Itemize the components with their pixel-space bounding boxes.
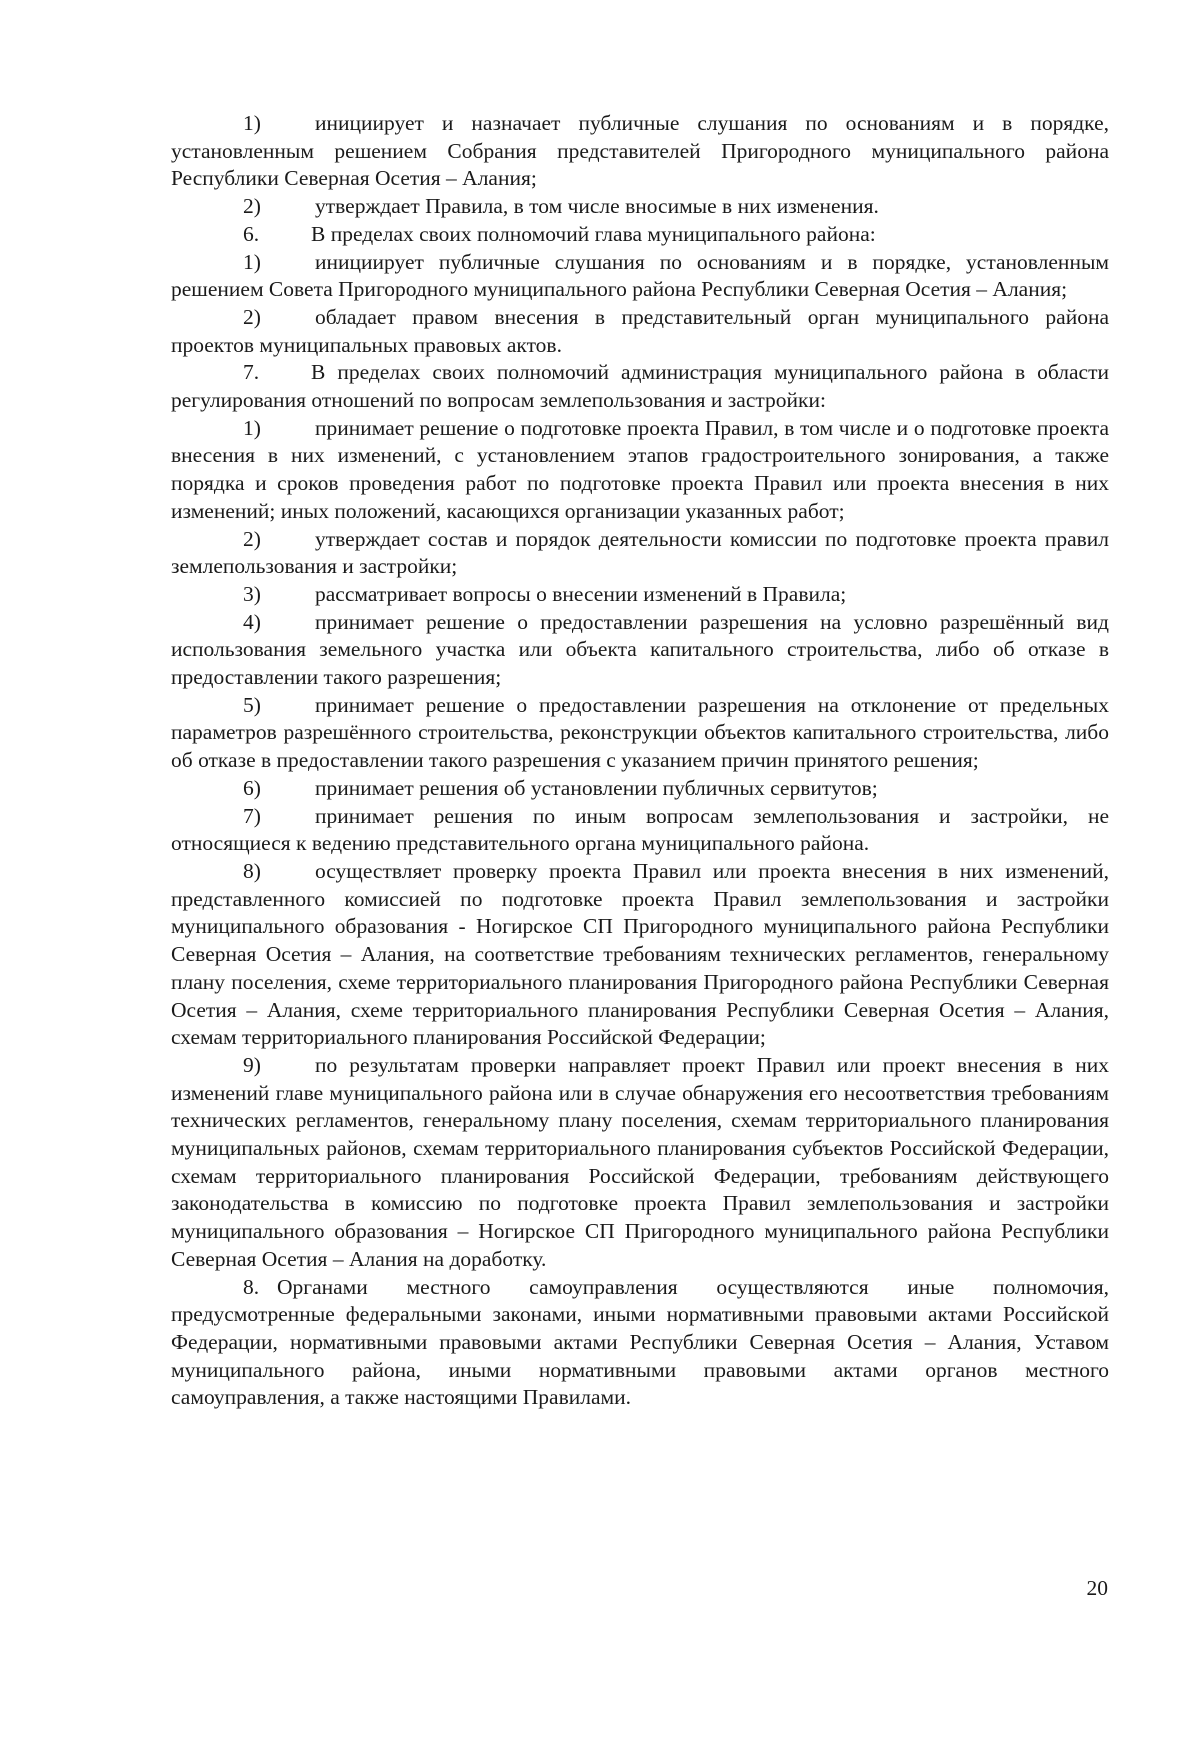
paragraph-2 xyxy=(171,193,1109,221)
paragraph-text: принимает решение о предоставлении разрешения на условно разрешённый вид использования земельного участка или объекта капитального строительства, либо об отказе в предоставлении такого разрешения; xyxy=(171,609,1109,690)
paragraph-7 xyxy=(171,415,1109,526)
paragraph-number: 5) xyxy=(243,692,261,717)
paragraph-number: 8. xyxy=(243,1274,260,1299)
paragraph-text: инициирует и назначает публичные слушания по основаниям и в порядке, установленным решением Собрания представителей Пригородного муниципального района Республики Северная Осетия – Алания; xyxy=(171,111,1109,191)
paragraph-number: 6) xyxy=(243,775,261,800)
paragraph-13 xyxy=(171,803,1109,858)
paragraph-text: В пределах своих полномочий администрация муниципального района в области регулирования отношений по вопросам землепользования и застройки: xyxy=(171,360,1109,413)
paragraph-text: обладает правом внесения в представительный орган муниципального района проектов муниципальных правовых актов. xyxy=(171,304,1109,357)
paragraph-number: 9) xyxy=(243,1052,261,1077)
paragraph-6 xyxy=(171,359,1109,414)
paragraph-number: 1) xyxy=(243,249,261,274)
paragraph-5 xyxy=(171,304,1109,359)
paragraph-number: 1) xyxy=(243,111,261,135)
paragraph-1 xyxy=(171,110,1109,193)
page-number: 20 xyxy=(1086,1576,1108,1600)
paragraph-text: инициирует публичные слушания по основаниям и в порядке, установленным решением Совета Пригородного муниципального района Республики Северная Осетия – Алания; xyxy=(171,249,1109,302)
paragraph-16 xyxy=(171,1274,1109,1413)
paragraph-text: осуществляет проверку проекта Правил или проекта внесения в них изменений, представленного комиссией по подготовке проекта Правил землепользования и застройки муниципального образования - Ногирское СП Пригородного муниципального района Республики Северная Осетия – Алания, на соответствие требованиям технических регламентов, генеральному плану поселения, схеме территориального планирования Пригородного района Республики Северная Осетия – Алания, схеме территориального планирования Республики Северная Осетия – Алания, схемам территориального планирования Российской Федерации; xyxy=(171,858,1109,1050)
paragraph-text: принимает решение о подготовке проекта Правил, в том числе и о подготовке проекта внесения в них изменений, с установлением этапов градостроительного зонирования, а также порядка и сроков проведения работ по подготовке проекта Правил или проекта внесения в них изменений; иных положений, касающихся организации указанных работ; xyxy=(171,415,1109,523)
paragraph-number: 1) xyxy=(243,415,261,440)
paragraph-8 xyxy=(171,526,1109,581)
paragraph-number: 2) xyxy=(243,526,261,551)
paragraph-number: 7. xyxy=(243,360,260,385)
paragraph-number: 2) xyxy=(243,194,261,219)
paragraph-text: принимает решения по иным вопросам землепользования и застройки, не относящиеся к ведению представительного органа муниципального района. xyxy=(171,803,1109,856)
paragraph-text: по результатам проверки направляет проект Правил или проект внесения в них изменений главе муниципального района или в случае обнаружения его несоответствия требованиям технических регламентов, генеральному плану поселения, схемам территориального планирования муниципальных районов, схемам территориального планирования субъектов Российской Федерации, схемам территориального планирования Российской Федерации, требованиям действующего законодательства в комиссию по подготовке проекта Правил землепользования и застройки муниципального образования – Ногирское СП Пригородного муниципального района Республики Северная Осетия – Алания на доработку. xyxy=(171,1052,1109,1271)
paragraph-14 xyxy=(171,858,1109,1052)
paragraph-text: принимает решение о предоставлении разрешения на отклонение от предельных параметров разрешённого строительства, реконструкции объектов капитального строительства, либо об отказе в предоставлении такого разрешения с указанием причин принятого решения; xyxy=(171,692,1109,773)
paragraph-4 xyxy=(171,249,1109,304)
paragraph-text: принимает решения об установлении публичных сервитутов; xyxy=(315,775,878,800)
document-body xyxy=(171,110,1109,1412)
paragraph-10 xyxy=(171,609,1109,692)
paragraph-number: 8) xyxy=(243,858,261,883)
paragraph-text: утверждает состав и порядок деятельности комиссии по подготовке проекта правил землепользования и застройки; xyxy=(171,526,1109,579)
paragraph-3 xyxy=(171,221,1109,249)
paragraph-number: 2) xyxy=(243,304,261,329)
paragraph-text: В пределах своих полномочий глава муниципального района: xyxy=(311,221,876,246)
paragraph-text: рассматривает вопросы о внесении изменений в Правила; xyxy=(315,581,847,606)
paragraph-text: Органами местного самоуправления осуществляются иные полномочия, предусмотренные федеральными законами, иными нормативными правовыми актами Российской Федерации, нормативными правовыми актами Республики Северная Осетия – Алания, Уставом муниципального района, иными нормативными правовыми актами органов местного самоуправления, а также настоящими Правилами. xyxy=(171,1274,1109,1410)
paragraph-text: утверждает Правила, в том числе вносимые в них изменения. xyxy=(315,194,879,219)
paragraph-number: 3) xyxy=(243,581,261,606)
paragraph-12 xyxy=(171,775,1109,803)
paragraph-number: 6. xyxy=(243,221,260,246)
paragraph-11 xyxy=(171,692,1109,775)
paragraph-15 xyxy=(171,1052,1109,1274)
paragraph-number: 7) xyxy=(243,803,261,828)
paragraph-number: 4) xyxy=(243,609,261,634)
paragraph-9 xyxy=(171,581,1109,609)
